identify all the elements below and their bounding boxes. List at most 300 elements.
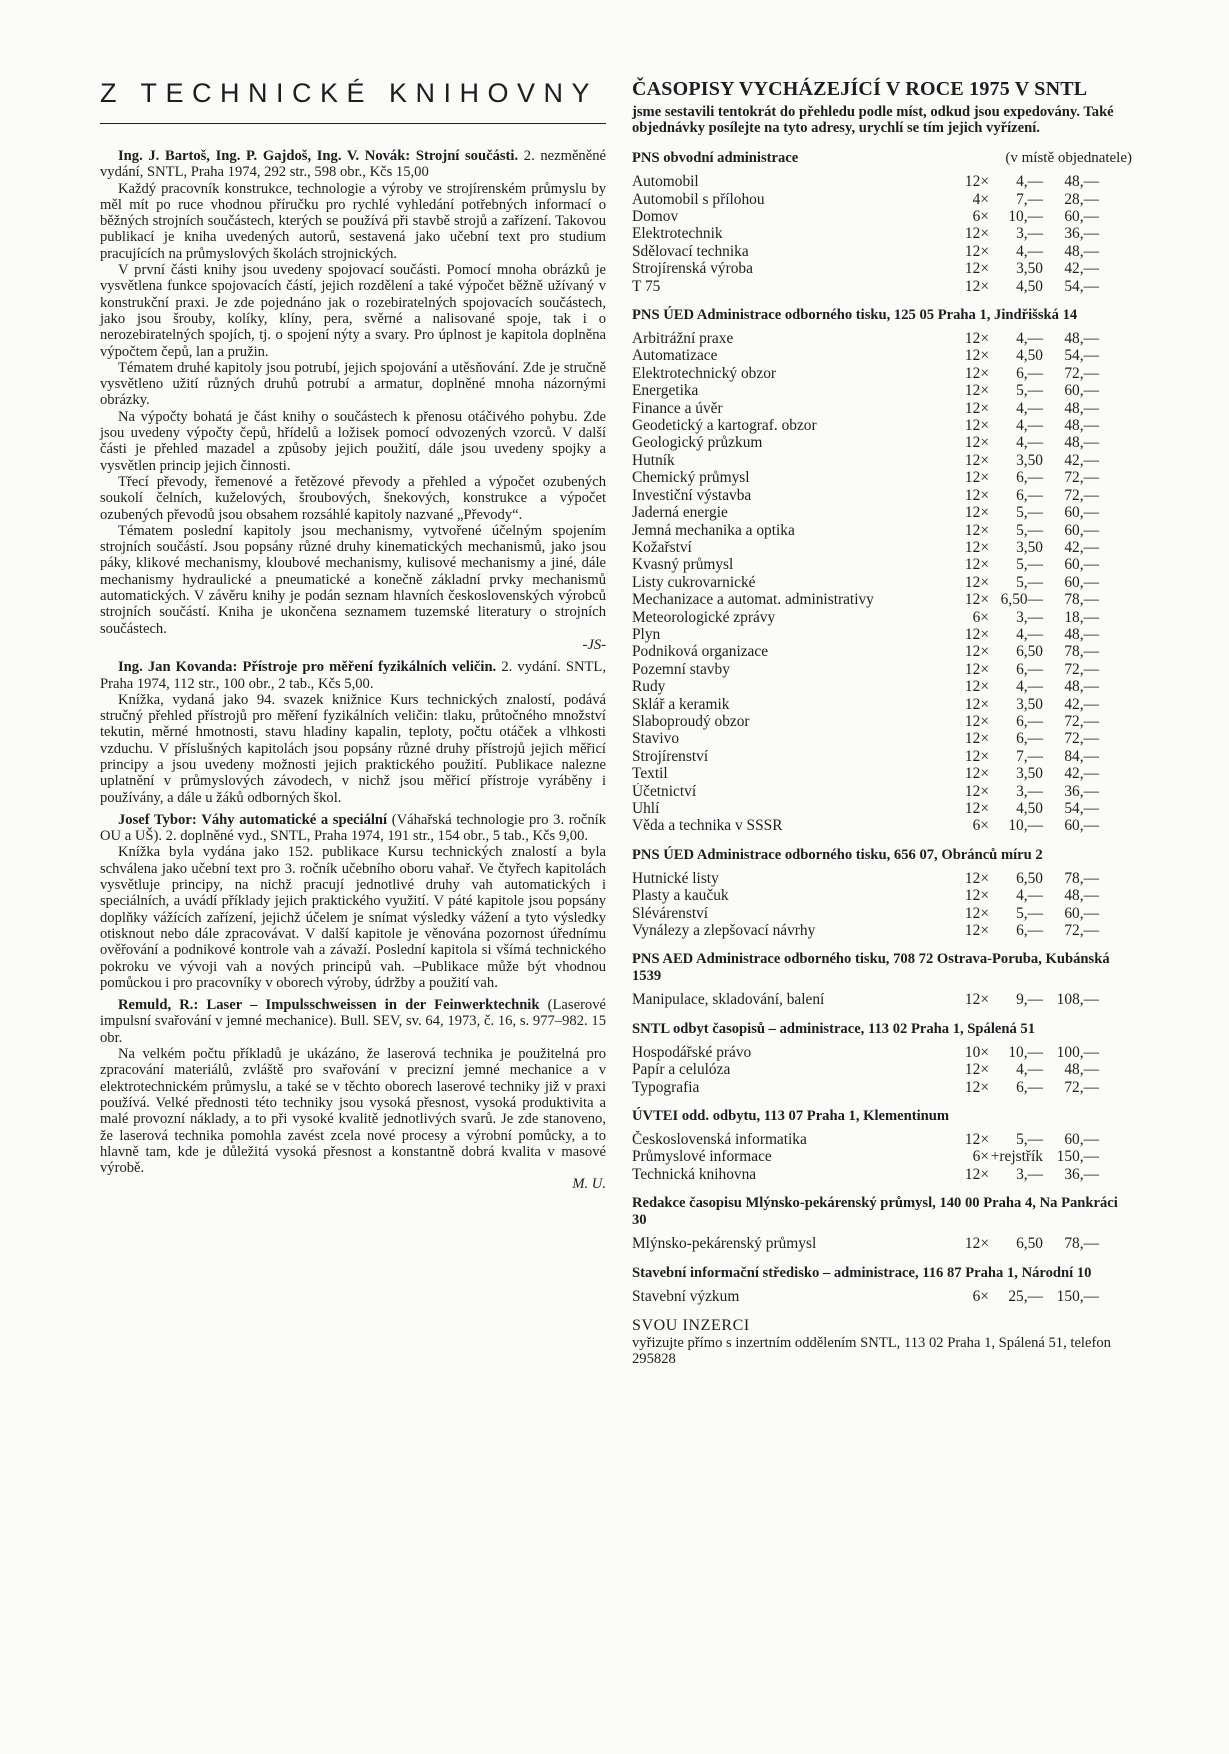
journal-row bbox=[632, 713, 1132, 730]
journal-row bbox=[632, 417, 1132, 434]
journal-issues: 6× bbox=[972, 208, 989, 225]
journal-group bbox=[632, 1108, 1132, 1183]
review-paragraph: Knížka byla vydána jako 152. publikace Kursu technických znalostí a byla schválena jako učební text pro 3. ročník učebního oboru vahař. Ve čtyřech kapitolách vysvětluje principy, na nichž pracují jednotlivé druhy vah automatických i speciálních, a uvádí příklady jejich praktického využití. V páté kapitole jsou popsány doplňky vážících zařízení, jejichž účelem je snímat výsledky vážení a tyto výsledky otisknout nebo dále zpracovávat. V další kapitole je věnována pozornost úřednímu ověřování a podnikové kontrole vah a závaží. Poslední kapitola si všímá technického pokroku ve vývoji vah a nových principů vah. –Publikace může být vhodnou pomůckou i pro pracovníky v oborech výroby, údržby a použití vah. bbox=[100, 844, 606, 991]
journal-issues: 12× bbox=[964, 486, 989, 504]
journal-year-price: 54,— bbox=[1064, 800, 1099, 817]
review-biblio: (Laserové impulsní svařování v jemné mechanice). Bull. SEV, sv. 64, 1973, č. 16, s. 977–982. 15 obr. bbox=[100, 997, 606, 1046]
journal-price: 4,— bbox=[1016, 887, 1043, 905]
journal-year-price: 48,— bbox=[1064, 173, 1099, 191]
title-rule bbox=[100, 123, 606, 124]
journal-year-price: 78,— bbox=[1064, 1235, 1099, 1253]
journal-name: Arbitrážní praxe bbox=[632, 330, 734, 348]
journal-row bbox=[632, 330, 1132, 347]
journal-price: 4,50 bbox=[1016, 347, 1043, 365]
journal-row bbox=[632, 504, 1132, 521]
journal-year-price: 60,— bbox=[1064, 208, 1099, 225]
journal-year-price: 150,— bbox=[1056, 1148, 1099, 1166]
group-heading-text: PNS obvodní administrace bbox=[632, 150, 799, 167]
journal-year-price: 72,— bbox=[1064, 469, 1099, 487]
journal-row bbox=[632, 1044, 1132, 1061]
journal-name: Kožařství bbox=[632, 538, 692, 556]
advert-title: SVOU INZERCI bbox=[632, 1317, 750, 1335]
journal-name: Podniková organizace bbox=[632, 643, 769, 661]
review bbox=[100, 659, 606, 806]
journal-issues: 12× bbox=[964, 556, 989, 574]
journal-name: Strojírenská výroba bbox=[632, 260, 753, 278]
review-book-title: Přístroje pro měření fyzikálních veličin. bbox=[242, 659, 497, 676]
journals-title: ČASOPISY VYCHÁZEJÍCÍ V ROCE 1975 V SNTL bbox=[632, 78, 1088, 100]
journal-price: 6,— bbox=[1016, 922, 1043, 940]
reviews-list bbox=[100, 148, 606, 1193]
group-heading-text: Stavební informační středisko – administrace, 116 87 Praha 1, Národní 10 bbox=[632, 1264, 1092, 1281]
journal-name: Automobil bbox=[632, 173, 699, 191]
journal-price: +rejstřík bbox=[990, 1148, 1043, 1166]
journal-row bbox=[632, 730, 1132, 747]
journal-issues: 12× bbox=[964, 712, 989, 730]
journal-name: Pozemní stavby bbox=[632, 660, 730, 678]
journal-year-price: 54,— bbox=[1064, 277, 1099, 295]
journal-row bbox=[632, 173, 1132, 190]
journal-name: Elektrotechnický obzor bbox=[632, 364, 777, 382]
journal-price: 3,— bbox=[1016, 608, 1043, 626]
journal-year-price: 36,— bbox=[1064, 225, 1099, 243]
review-book-title: Váhy automatické a speciální bbox=[201, 811, 388, 828]
journal-issues: 12× bbox=[964, 869, 989, 887]
journal-year-price: 72,— bbox=[1064, 660, 1099, 678]
advert-text: vyřizujte přímo s inzertním oddělením SNTL, 113 02 Praha 1, Spálená 51, telefon 295828 bbox=[632, 1335, 1111, 1368]
journal-price: 4,— bbox=[1016, 242, 1043, 260]
journal-name: Manipulace, skladování, balení bbox=[632, 991, 825, 1009]
group-heading-text: SNTL odbyt časopisů – administrace, 113 02 Praha 1, Spálená 51 bbox=[632, 1020, 1036, 1037]
journal-name: Uhlí bbox=[632, 800, 660, 817]
journal-row bbox=[632, 365, 1132, 382]
journal-name: Elektrotechnik bbox=[632, 225, 723, 243]
journal-name: Domov bbox=[632, 208, 679, 225]
journal-issues: 12× bbox=[964, 660, 989, 678]
journal-year-price: 60,— bbox=[1064, 904, 1099, 922]
journal-issues: 12× bbox=[964, 1131, 989, 1149]
group-heading-text: PNS AED Administrace odborného tisku, 708 72 Ostrava-Poruba, Kubánská 1539 bbox=[632, 951, 1110, 985]
journal-row bbox=[632, 382, 1132, 399]
review-author: Ing. J. Bartoš, Ing. P. Gajdoš, Ing. V. Novák: bbox=[118, 148, 411, 164]
journal-name: Jemná mechanika a optika bbox=[632, 521, 795, 539]
journal-name: Chemický průmysl bbox=[632, 469, 750, 487]
group-heading-text: Redakce časopisu Mlýnsko-pekárenský průmysl, 140 00 Praha 4, Na Pankráci 30 bbox=[632, 1195, 1118, 1229]
journal-row bbox=[632, 887, 1132, 904]
journal-name: Vynálezy a zlepšovací návrhy bbox=[632, 922, 816, 940]
journal-price: 6,50— bbox=[1000, 591, 1043, 609]
journal-year-price: 84,— bbox=[1064, 747, 1099, 765]
journal-price: 5,— bbox=[1016, 573, 1043, 591]
journal-row bbox=[632, 1061, 1132, 1078]
journal-year-price: 72,— bbox=[1064, 730, 1099, 748]
journal-price: 6,50 bbox=[1016, 643, 1043, 661]
group-heading-text: PNS ÚED Administrace odborného tisku, 656 07, Obránců míru 2 bbox=[632, 846, 1043, 863]
review-paragraph: Na výpočty bohatá je část knihy o součástech k přenosu otáčivého pohybu. Zde jsou uvedeny výpočty čepů, hřídelů a ložisek pomocí odvozených vzorců. V další části je přehled mazadel a způsoby jejich použití, dále jsou uvedeny spojky a vysvětlen princip jejich činnosti. bbox=[100, 408, 606, 474]
journal-year-price: 150,— bbox=[1056, 1287, 1099, 1305]
journal-issues: 12× bbox=[964, 695, 989, 713]
review-heading bbox=[100, 812, 606, 845]
journal-issues: 12× bbox=[964, 417, 989, 435]
journal-year-price: 72,— bbox=[1064, 364, 1099, 382]
journal-row bbox=[632, 1166, 1132, 1183]
journal-year-price: 18,— bbox=[1064, 608, 1099, 626]
journal-year-price: 60,— bbox=[1064, 382, 1099, 400]
journal-issues: 12× bbox=[964, 991, 989, 1009]
journal-name: Papír a celulóza bbox=[632, 1061, 731, 1079]
journal-price: 3,50 bbox=[1016, 260, 1043, 278]
journal-name: Stavební výzkum bbox=[632, 1287, 740, 1305]
journal-name: Rudy bbox=[632, 678, 666, 696]
journal-issues: 6× bbox=[972, 608, 989, 626]
journal-issues: 12× bbox=[964, 591, 989, 609]
journal-issues: 12× bbox=[964, 625, 989, 643]
journal-name: Textil bbox=[632, 765, 668, 783]
journal-issues: 12× bbox=[964, 364, 989, 382]
journal-price: 4,— bbox=[1016, 173, 1043, 191]
journal-row bbox=[632, 191, 1132, 208]
journal-price: 3,50 bbox=[1016, 538, 1043, 556]
journal-price: 10,— bbox=[1008, 817, 1043, 835]
journal-year-price: 42,— bbox=[1064, 695, 1099, 713]
section-title: Z TECHNICKÉ KNIHOVNY bbox=[100, 78, 599, 108]
group-heading bbox=[632, 1108, 1132, 1125]
review-biblio: 2. nezměněné vydání, SNTL, Praha 1974, 292 str., 598 obr., Kčs 15,00 bbox=[100, 148, 606, 181]
journal-issues: 12× bbox=[964, 643, 989, 661]
journal-row bbox=[632, 609, 1132, 626]
journal-price: 6,— bbox=[1016, 1078, 1043, 1096]
journal-year-price: 78,— bbox=[1064, 869, 1099, 887]
journal-year-price: 60,— bbox=[1064, 573, 1099, 591]
journal-year-price: 42,— bbox=[1064, 260, 1099, 278]
journal-year-price: 42,— bbox=[1064, 765, 1099, 783]
journal-name: Technická knihovna bbox=[632, 1165, 757, 1183]
group-heading-text: PNS ÚED Administrace odborného tisku, 125 05 Praha 1, Jindřišská 14 bbox=[632, 307, 1078, 324]
journal-row bbox=[632, 1079, 1132, 1096]
review-paragraph: Tématem poslední kapitoly jsou mechanismy, vytvořené účelným spojením strojních součástí. Jsou popsány různé druhy kinematických mechanismů, jako jsou páky, klikové mechanismy, kloubové mechanismy, kulisové mechanismy a jiné, dále mechanismy hydraulické a pneumatické a konečně základní prvky mechanismů automatických. V závěru knihy je podán seznam hlavních československých výrobců strojních součástí. Kniha je ukončena seznamem tuzemské literatury o strojních součástech. bbox=[100, 522, 606, 637]
group-heading bbox=[632, 307, 1132, 324]
journal-name: Československá informatika bbox=[632, 1131, 807, 1149]
journal-row bbox=[632, 225, 1132, 242]
journal-price: 6,— bbox=[1016, 364, 1043, 382]
group-heading bbox=[632, 1021, 1132, 1038]
journal-issues: 12× bbox=[964, 277, 989, 295]
journal-issues: 12× bbox=[964, 573, 989, 591]
review-paragraph: V první části knihy jsou uvedeny spojovací součásti. Pomocí mnoha obrázků je vysvětlena funkce spojovacích částí, jejich rozdělení a také výpočet běžně užívaný v konstrukční praxi. Je zde pojednáno jak o rozebiratelných spojovacích součástech, jako jsou šrouby, kolíky, klíny, pera, svěrné a nalisované spoje, tak i o nerozebiratelných spojích, tj. o spojení nýty a svary. Pro úplnost je kapitola doplněna výpočtem čepů, lan a pružin. bbox=[100, 262, 606, 360]
group-heading bbox=[632, 951, 1132, 985]
journal-name: Stavivo bbox=[632, 730, 680, 748]
journal-row bbox=[632, 574, 1132, 591]
journal-issues: 12× bbox=[964, 782, 989, 800]
journal-name: Průmyslové informace bbox=[632, 1148, 772, 1166]
journal-issues: 12× bbox=[964, 260, 989, 278]
review-heading bbox=[100, 659, 606, 692]
journal-name: Hospodářské právo bbox=[632, 1043, 752, 1061]
journal-year-price: 108,— bbox=[1056, 991, 1099, 1009]
journal-year-price: 72,— bbox=[1064, 1078, 1099, 1096]
journal-price: 3,— bbox=[1016, 782, 1043, 800]
journal-name: Strojírenství bbox=[632, 747, 709, 765]
journal-name: Investiční výstavba bbox=[632, 486, 752, 504]
journal-row bbox=[632, 800, 1132, 817]
journal-price: 4,50 bbox=[1016, 277, 1043, 295]
journal-row bbox=[632, 1131, 1132, 1148]
journal-group bbox=[632, 1265, 1132, 1305]
journal-issues: 12× bbox=[964, 904, 989, 922]
journal-row bbox=[632, 783, 1132, 800]
right-column bbox=[632, 78, 1132, 1367]
journal-year-price: 72,— bbox=[1064, 712, 1099, 730]
journal-price: 3,50 bbox=[1016, 695, 1043, 713]
journal-price: 4,— bbox=[1016, 434, 1043, 452]
journal-issues: 12× bbox=[964, 434, 989, 452]
journal-group bbox=[632, 1195, 1132, 1252]
journal-price: 3,— bbox=[1016, 225, 1043, 243]
journal-name: Typografia bbox=[632, 1078, 700, 1096]
group-heading-text: ÚVTEI odd. odbytu, 113 07 Praha 1, Klementinum bbox=[632, 1108, 950, 1125]
journal-price: 9,— bbox=[1016, 991, 1043, 1009]
review-heading bbox=[100, 148, 606, 181]
journal-price: 4,— bbox=[1016, 678, 1043, 696]
journal-row bbox=[632, 347, 1132, 364]
journal-row bbox=[632, 922, 1132, 939]
journal-year-price: 42,— bbox=[1064, 451, 1099, 469]
journal-year-price: 48,— bbox=[1064, 678, 1099, 696]
journal-row bbox=[632, 748, 1132, 765]
journal-price: 6,— bbox=[1016, 469, 1043, 487]
journal-name: Listy cukrovarnické bbox=[632, 573, 756, 591]
journal-price: 3,50 bbox=[1016, 765, 1043, 783]
review-author: Remuld, R.: bbox=[118, 997, 199, 1014]
journal-issues: 12× bbox=[964, 399, 989, 417]
journal-row bbox=[632, 696, 1132, 713]
group-heading bbox=[632, 1265, 1132, 1282]
journal-issues: 4× bbox=[972, 190, 989, 208]
review-biblio: 2. vydání. SNTL, Praha 1974, 112 str., 100 obr., 2 tab., Kčs 5,00. bbox=[100, 659, 606, 692]
journal-row bbox=[632, 1235, 1132, 1252]
journal-year-price: 48,— bbox=[1064, 887, 1099, 905]
journals-intro: jsme sestavili tentokrát do přehledu podle míst, odkud jsou expedovány. Také objednávky posílejte na tyto adresy, urychlí se tím jejich vyřízení. bbox=[632, 104, 1114, 136]
journal-year-price: 60,— bbox=[1064, 521, 1099, 539]
journal-issues: 12× bbox=[964, 504, 989, 522]
journal-row bbox=[632, 556, 1132, 573]
review-author: Josef Tybor: bbox=[118, 811, 197, 828]
journal-year-price: 48,— bbox=[1064, 330, 1099, 348]
journal-name: T 75 bbox=[632, 277, 661, 295]
journal-price: 7,— bbox=[1016, 190, 1043, 208]
journal-name: Hutnické listy bbox=[632, 869, 719, 887]
journal-year-price: 48,— bbox=[1064, 242, 1099, 260]
journal-row bbox=[632, 905, 1132, 922]
journal-price: 4,— bbox=[1016, 399, 1043, 417]
journal-name: Účetnictví bbox=[632, 782, 697, 800]
journal-issues: 12× bbox=[964, 678, 989, 696]
review-paragraph: Třecí převody, řemenové a řetězové převody a přehled a výpočet ozubených soukolí čelních, kuželových, šroubových, šnekových, konstrukce a výpočet ozubených převodů jsou obsahem rozsáhlé kapitoly nazvané „Převody“. bbox=[100, 473, 606, 523]
journal-name: Hutník bbox=[632, 451, 675, 469]
journal-row bbox=[632, 643, 1132, 660]
journal-row bbox=[632, 487, 1132, 504]
journal-group bbox=[632, 1021, 1132, 1096]
journal-issues: 12× bbox=[964, 887, 989, 905]
journal-row bbox=[632, 1288, 1132, 1305]
journal-price: 6,50 bbox=[1016, 1235, 1043, 1253]
journal-year-price: 54,— bbox=[1064, 347, 1099, 365]
journal-price: 5,— bbox=[1016, 556, 1043, 574]
review-biblio: (Váhařská technologie pro 3. ročník OU a UŠ). 2. doplněné vyd., SNTL, Praha 1974, 191 str., 154 obr., 5 tab., Kčs 9,00. bbox=[100, 811, 607, 845]
journal-price: 25,— bbox=[1008, 1287, 1043, 1305]
journal-name: Plyn bbox=[632, 625, 661, 643]
journal-year-price: 60,— bbox=[1064, 1131, 1099, 1149]
journal-name: Plasty a kaučuk bbox=[632, 887, 729, 905]
journal-price: 3,50 bbox=[1016, 451, 1043, 469]
review-author: Ing. Jan Kovanda: bbox=[118, 659, 238, 676]
journal-row bbox=[632, 991, 1132, 1008]
journal-issues: 12× bbox=[964, 1235, 989, 1253]
journal-price: 6,— bbox=[1016, 486, 1043, 504]
journal-row bbox=[632, 661, 1132, 678]
journal-row bbox=[632, 469, 1132, 486]
journal-issues: 10× bbox=[964, 1043, 989, 1061]
journal-issues: 12× bbox=[964, 225, 989, 243]
journal-year-price: 48,— bbox=[1064, 434, 1099, 452]
journal-year-price: 48,— bbox=[1064, 417, 1099, 435]
journal-issues: 12× bbox=[964, 747, 989, 765]
journal-issues: 12× bbox=[964, 1078, 989, 1096]
journal-issues: 12× bbox=[964, 173, 989, 191]
journal-issues: 12× bbox=[964, 922, 989, 940]
journal-row bbox=[632, 260, 1132, 277]
journal-issues: 12× bbox=[964, 800, 989, 817]
journal-issues: 12× bbox=[964, 330, 989, 348]
journal-row bbox=[632, 765, 1132, 782]
review-paragraph: Na velkém počtu příkladů je ukázáno, že laserová technika je použitelná pro zpracování materiálů, zvláště pro svařování v precizní jemné mechanice a v elektrotechnickém průmyslu, a také se v těchto oborech laserové techniky již v praxi používá. Velké přednosti této techniky jsou vysoká přesnost, vysoká produktivita a malé provozní náklady, a to při vysoké kvalitě jednotlivých svarů. Je zde stanoveno, že laserová technika pomohla zavést zcela nové procesy a výrobní pomůcky, a to hlavně tam, kde je důležitá vysoká přesnost a konstantně dobrá kvalita v masové výrobě. bbox=[100, 1046, 606, 1177]
journal-price: 6,— bbox=[1016, 712, 1043, 730]
journal-price: 10,— bbox=[1008, 1043, 1043, 1061]
journal-year-price: 60,— bbox=[1064, 504, 1099, 522]
journal-issues: 6× bbox=[972, 817, 989, 835]
journal-issues: 12× bbox=[964, 765, 989, 783]
journal-name: Slaboproudý obzor bbox=[632, 712, 750, 730]
journal-name: Energetika bbox=[632, 382, 699, 400]
journal-name: Mechanizace a automat. administrativy bbox=[632, 591, 874, 609]
journal-name: Slévárenství bbox=[632, 904, 709, 922]
journal-row bbox=[632, 208, 1132, 225]
journal-year-price: 36,— bbox=[1064, 1165, 1099, 1183]
journal-name: Mlýnsko-pekárenský průmysl bbox=[632, 1235, 817, 1253]
journal-issues: 12× bbox=[964, 538, 989, 556]
journal-name: Jaderná energie bbox=[632, 504, 728, 522]
journal-group bbox=[632, 307, 1132, 835]
journal-name: Automobil s přílohou bbox=[632, 190, 765, 208]
journal-name: Kvasný průmysl bbox=[632, 556, 734, 574]
group-note: (v místě objednatele) bbox=[1005, 150, 1132, 167]
journal-price: 5,— bbox=[1016, 521, 1043, 539]
journal-issues: 12× bbox=[964, 469, 989, 487]
journal-row bbox=[632, 522, 1132, 539]
review-paragraph: Tématem druhé kapitoly jsou potrubí, jejich spojování a utěsňování. Zde je stručně vysvětleno užití různých druhů potrubí a armatur, doplněné mnoha názornými obrázky. bbox=[100, 359, 606, 409]
review-paragraph: Každý pracovník konstrukce, technologie a výroby ve strojírenském průmyslu by měl mít po ruce vhodnou příručku pro rychlé vyhledání potřebných informací o běžných strojních součástech, kterých se používá při stavbě strojů a zařízení. Takovou publikací je kniha uvedených autorů, sestavená jako učební text pro studium pracujících na průmyslových školách strojnických. bbox=[100, 180, 606, 262]
journal-price: 4,— bbox=[1016, 330, 1043, 348]
journal-row bbox=[632, 539, 1132, 556]
journal-row bbox=[632, 434, 1132, 451]
journal-group bbox=[632, 847, 1132, 940]
journal-issues: 12× bbox=[964, 347, 989, 365]
review bbox=[100, 997, 606, 1193]
journal-groups bbox=[632, 150, 1132, 1305]
journal-price: 6,— bbox=[1016, 730, 1043, 748]
journal-issues: 12× bbox=[964, 1165, 989, 1183]
journal-price: 4,— bbox=[1016, 1061, 1043, 1079]
journal-row bbox=[632, 591, 1132, 608]
journal-issues: 6× bbox=[972, 1287, 989, 1305]
journal-group bbox=[632, 951, 1132, 1008]
journal-name: Finance a úvěr bbox=[632, 399, 723, 417]
journal-issues: 6× bbox=[972, 1148, 989, 1166]
group-heading bbox=[632, 150, 1132, 167]
journal-price: 7,— bbox=[1016, 747, 1043, 765]
journal-year-price: 100,— bbox=[1056, 1043, 1099, 1061]
journal-name: Věda a technika v SSSR bbox=[632, 817, 783, 835]
journal-issues: 12× bbox=[964, 1061, 989, 1079]
journal-name: Geologický průzkum bbox=[632, 434, 763, 452]
journal-row bbox=[632, 870, 1132, 887]
journal-row bbox=[632, 1148, 1132, 1165]
journal-year-price: 60,— bbox=[1064, 556, 1099, 574]
group-heading bbox=[632, 847, 1132, 864]
journal-year-price: 72,— bbox=[1064, 922, 1099, 940]
journal-year-price: 28,— bbox=[1064, 190, 1099, 208]
journal-price: 6,50 bbox=[1016, 869, 1043, 887]
journal-row bbox=[632, 626, 1132, 643]
journal-issues: 12× bbox=[964, 242, 989, 260]
journal-year-price: 78,— bbox=[1064, 591, 1099, 609]
review-heading bbox=[100, 997, 606, 1046]
journal-price: 3,— bbox=[1016, 1165, 1043, 1183]
journal-year-price: 48,— bbox=[1064, 399, 1099, 417]
journal-row bbox=[632, 243, 1132, 260]
journal-year-price: 72,— bbox=[1064, 486, 1099, 504]
journal-year-price: 78,— bbox=[1064, 643, 1099, 661]
left-column bbox=[100, 78, 606, 1199]
journal-name: Automatizace bbox=[632, 347, 718, 365]
journal-row bbox=[632, 678, 1132, 695]
journal-name: Geodetický a kartograf. obzor bbox=[632, 417, 817, 435]
journal-row bbox=[632, 817, 1132, 834]
review bbox=[100, 812, 606, 991]
review-book-title: Strojní součásti. bbox=[415, 148, 519, 164]
journal-price: 6,— bbox=[1016, 660, 1043, 678]
journal-price: 5,— bbox=[1016, 904, 1043, 922]
journal-row bbox=[632, 400, 1132, 417]
journal-issues: 12× bbox=[964, 521, 989, 539]
journal-price: 5,— bbox=[1016, 1131, 1043, 1149]
journal-group bbox=[632, 150, 1132, 295]
group-heading bbox=[632, 1195, 1132, 1229]
review-signature: M. U. bbox=[572, 1176, 606, 1193]
journal-price: 5,— bbox=[1016, 504, 1043, 522]
journal-name: Meteorologické zprávy bbox=[632, 608, 776, 626]
journal-issues: 12× bbox=[964, 730, 989, 748]
journal-issues: 12× bbox=[964, 382, 989, 400]
journal-price: 10,— bbox=[1008, 208, 1043, 225]
review-paragraph: Knížka, vydaná jako 94. svazek knižnice Kurs technických znalostí, podává stručný přehled přístrojů pro měření fyzikálních veličin: tlaku, průtočného množství tekutin, měrné hmotnosti, stavu hladiny kapalin, teploty, počtu otáček a vlhkosti vzduchu. V příslušných kapitolách jsou popsány různé druhy přístrojů jejich měřicí principy a jsou uvedeny možnosti jejich praktického použití. Publikace nalezne uplatnění v průmyslových závodech, v nichž jsou měřicí přístroje vyráběny i používány, a dále u žáků odborných škol. bbox=[100, 691, 606, 806]
review bbox=[100, 148, 606, 653]
journal-price: 5,— bbox=[1016, 382, 1043, 400]
journal-row bbox=[632, 278, 1132, 295]
review-book-title: Laser – Impulsschweissen in der Feinwerktechnik bbox=[206, 997, 540, 1014]
journal-year-price: 60,— bbox=[1064, 817, 1099, 835]
journal-price: 4,— bbox=[1016, 417, 1043, 435]
